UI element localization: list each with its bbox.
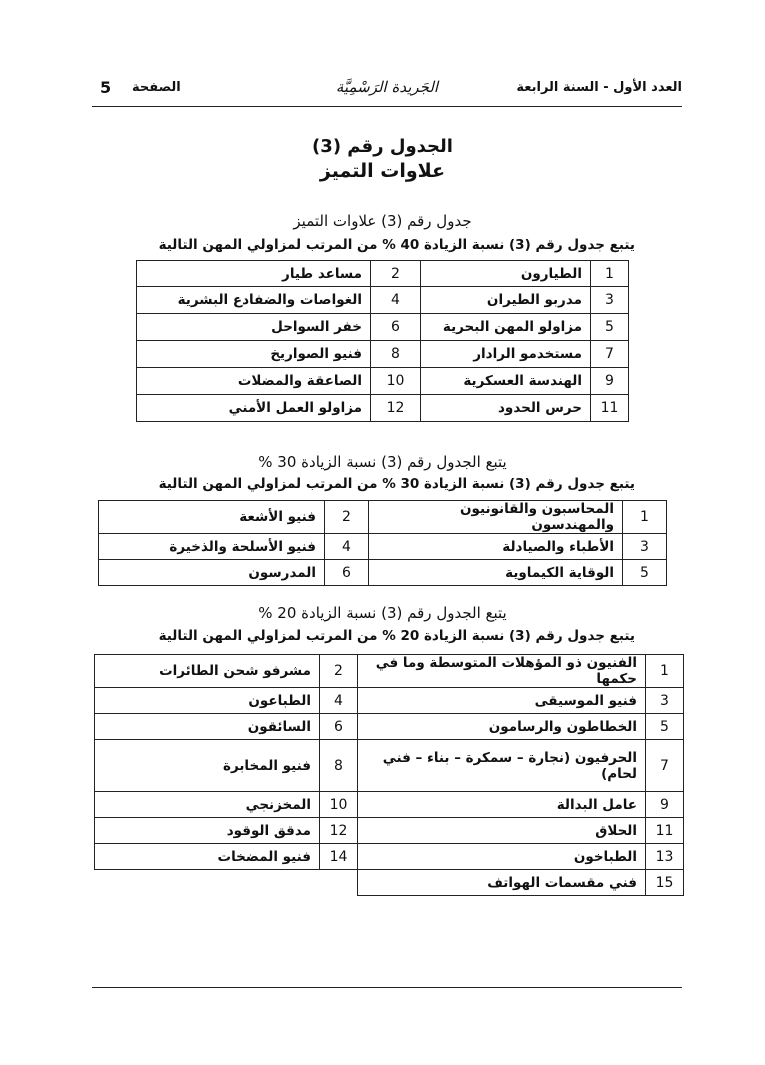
row-number: 1 bbox=[591, 261, 629, 287]
profession-cell: الطباعون bbox=[95, 688, 320, 714]
profession-cell: الحرفيون (نجارة – سمكرة – بناء – فني لحام) bbox=[358, 740, 646, 792]
profession-cell: الصاعقة والمضلات bbox=[137, 368, 371, 395]
row-number: 3 bbox=[623, 534, 667, 560]
profession-cell: فنيو المخابرة bbox=[95, 740, 320, 792]
table-row bbox=[95, 792, 684, 818]
header-rule bbox=[92, 106, 682, 107]
table-row bbox=[137, 368, 629, 395]
row-number: 13 bbox=[646, 844, 684, 870]
row-number: 7 bbox=[646, 740, 684, 792]
table-row bbox=[95, 714, 684, 740]
section3-subtitle: يتبع جدول رقم (3) نسبة الزيادة 20 % من المرتب لمزاولي المهن التالية bbox=[158, 628, 635, 644]
row-number: 5 bbox=[646, 714, 684, 740]
profession-cell: المدرسون bbox=[99, 560, 325, 586]
issue-label: العدد الأول - السنة الرابعة bbox=[516, 80, 682, 95]
profession-cell: مشرفو شحن الطائرات bbox=[95, 655, 320, 688]
section1-title: جدول رقم (3) علاوات التميز bbox=[293, 212, 472, 230]
row-number: 2 bbox=[325, 501, 369, 534]
profession-cell: فنيو المضخات bbox=[95, 844, 320, 870]
row-number: 1 bbox=[646, 655, 684, 688]
profession-cell: فنيو الأسلحة والذخيرة bbox=[99, 534, 325, 560]
gazette-logo: الجَريدة الرَسْمِيَّة bbox=[335, 78, 439, 96]
profession-cell: فنيو الصواريخ bbox=[137, 341, 371, 368]
profession-cell: مزاولو المهن البحرية bbox=[421, 314, 591, 341]
profession-cell: فنيو الموسيقى bbox=[358, 688, 646, 714]
row-number: 7 bbox=[591, 341, 629, 368]
profession-cell: السائقون bbox=[95, 714, 320, 740]
profession-cell: الأطباء والصيادلة bbox=[369, 534, 623, 560]
table-row bbox=[99, 560, 667, 586]
row-number: 11 bbox=[591, 395, 629, 422]
row-number: 4 bbox=[320, 688, 358, 714]
row-number: 2 bbox=[371, 261, 421, 287]
section2-table bbox=[98, 500, 667, 586]
section2-subtitle: يتبع جدول رقم (3) نسبة الزيادة 30 % من المرتب لمزاولي المهن التالية bbox=[158, 476, 635, 492]
table-row bbox=[99, 534, 667, 560]
table-row bbox=[137, 287, 629, 314]
profession-cell: المحاسبون والقانونيون والمهندسون bbox=[369, 501, 623, 534]
page-header bbox=[92, 78, 682, 104]
empty-cell bbox=[95, 870, 320, 896]
row-number: 1 bbox=[623, 501, 667, 534]
table-row bbox=[95, 818, 684, 844]
profession-cell: المخزنجي bbox=[95, 792, 320, 818]
row-number: 5 bbox=[591, 314, 629, 341]
row-number: 6 bbox=[320, 714, 358, 740]
profession-cell: فني مقسمات الهواتف bbox=[358, 870, 646, 896]
profession-cell: خفر السواحل bbox=[137, 314, 371, 341]
table-row bbox=[137, 314, 629, 341]
row-number: 2 bbox=[320, 655, 358, 688]
profession-cell: حرس الحدود bbox=[421, 395, 591, 422]
footer-rule bbox=[92, 987, 682, 988]
section1-subtitle: يتبع جدول رقم (3) نسبة الزيادة 40 % من المرتب لمزاولي المهن التالية bbox=[158, 237, 635, 253]
row-number: 12 bbox=[371, 395, 421, 422]
row-number: 11 bbox=[646, 818, 684, 844]
profession-cell: الوقاية الكيماوية bbox=[369, 560, 623, 586]
profession-cell: الغواصات والضفادع البشرية bbox=[137, 287, 371, 314]
table-row bbox=[137, 261, 629, 287]
row-number: 9 bbox=[646, 792, 684, 818]
table-row bbox=[95, 655, 684, 688]
table-row bbox=[95, 844, 684, 870]
row-number: 4 bbox=[371, 287, 421, 314]
row-number: 6 bbox=[371, 314, 421, 341]
profession-cell: الحلاق bbox=[358, 818, 646, 844]
profession-cell: الطباخون bbox=[358, 844, 646, 870]
table-row bbox=[137, 395, 629, 422]
table-row bbox=[99, 501, 667, 534]
main-title-line1: الجدول رقم (3) bbox=[312, 136, 453, 157]
page-label: الصفحة bbox=[132, 80, 181, 95]
row-number: 10 bbox=[371, 368, 421, 395]
profession-cell: مدقق الوقود bbox=[95, 818, 320, 844]
table-row bbox=[95, 870, 684, 896]
table-row bbox=[137, 341, 629, 368]
profession-cell: الخطاطون والرسامون bbox=[358, 714, 646, 740]
row-number: 6 bbox=[325, 560, 369, 586]
section3-table bbox=[94, 654, 684, 896]
page-number: 5 bbox=[100, 78, 112, 97]
section2-title: يتبع الجدول رقم (3) نسبة الزيادة 30 % bbox=[258, 453, 507, 471]
row-number: 8 bbox=[320, 740, 358, 792]
profession-cell: مساعد طيار bbox=[137, 261, 371, 287]
table-row bbox=[95, 740, 684, 792]
profession-cell: عامل البدالة bbox=[358, 792, 646, 818]
row-number: 12 bbox=[320, 818, 358, 844]
profession-cell: مدربو الطيران bbox=[421, 287, 591, 314]
profession-cell: مزاولو العمل الأمني bbox=[137, 395, 371, 422]
profession-cell: الفنيون ذو المؤهلات المتوسطة وما في حكمها bbox=[358, 655, 646, 688]
profession-cell: فنيو الأشعة bbox=[99, 501, 325, 534]
row-number: 8 bbox=[371, 341, 421, 368]
empty-cell bbox=[320, 870, 358, 896]
profession-cell: الهندسة العسكرية bbox=[421, 368, 591, 395]
section3-title: يتبع الجدول رقم (3) نسبة الزيادة 20 % bbox=[258, 604, 507, 622]
table-row bbox=[95, 688, 684, 714]
row-number: 3 bbox=[646, 688, 684, 714]
main-title-line2: علاوات التميز bbox=[319, 160, 446, 182]
row-number: 14 bbox=[320, 844, 358, 870]
profession-cell: مستخدمو الرادار bbox=[421, 341, 591, 368]
row-number: 15 bbox=[646, 870, 684, 896]
row-number: 9 bbox=[591, 368, 629, 395]
row-number: 5 bbox=[623, 560, 667, 586]
section1-table bbox=[136, 260, 629, 422]
profession-cell: الطيارون bbox=[421, 261, 591, 287]
row-number: 3 bbox=[591, 287, 629, 314]
row-number: 4 bbox=[325, 534, 369, 560]
row-number: 10 bbox=[320, 792, 358, 818]
